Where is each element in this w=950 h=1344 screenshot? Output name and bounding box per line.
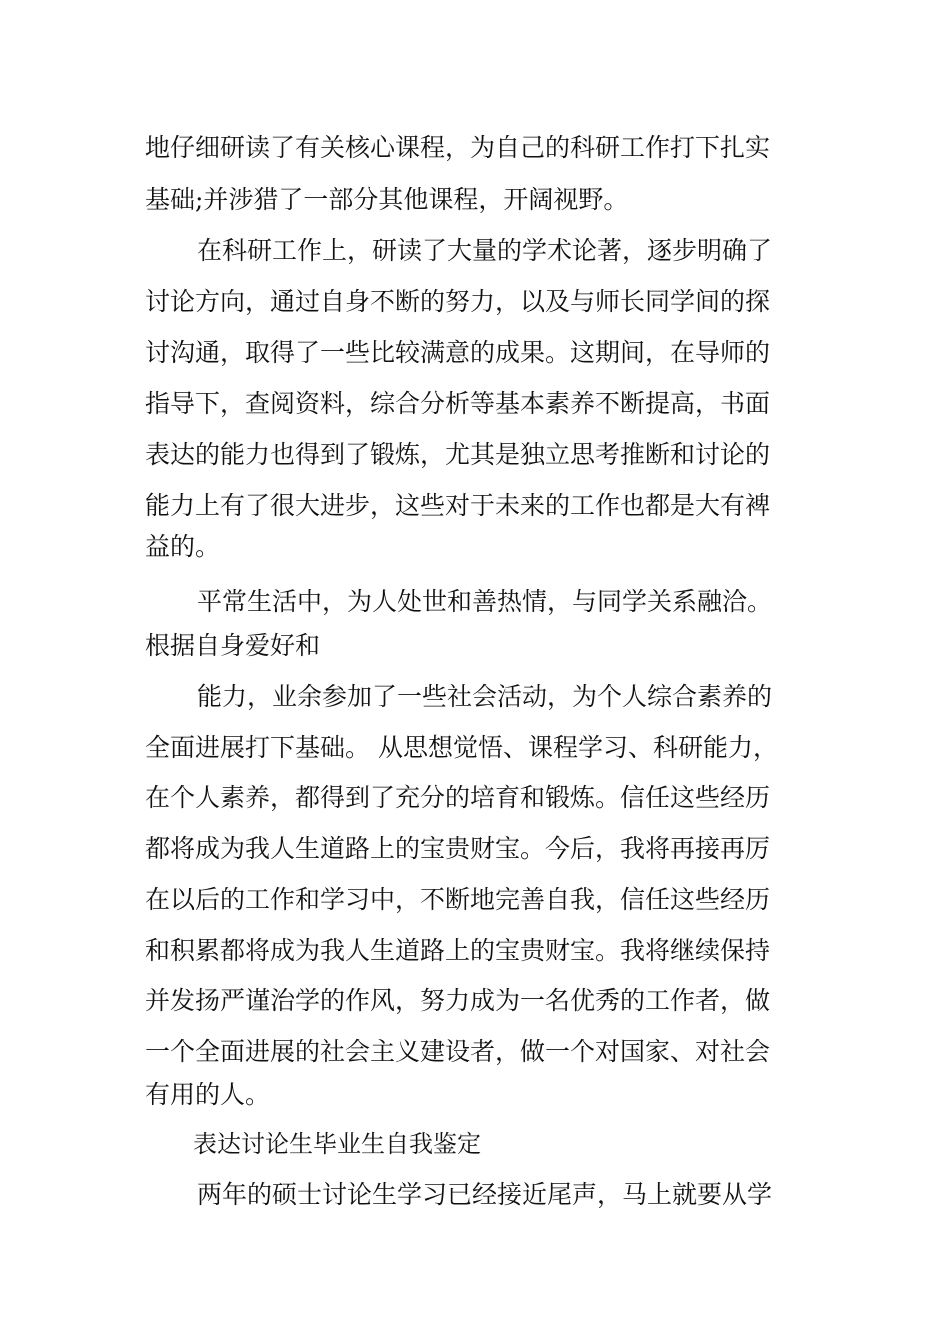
text-line: 有用的人。 <box>145 1080 271 1109</box>
text-line: 讨沟通，取得了一些比较满意的成果。这期间，在导师的 <box>145 338 771 367</box>
text-line: 都将成为我人生道路上的宝贵财宝。今后，我将再接再厉 <box>145 834 771 863</box>
section-heading: 表达讨论生毕业生自我鉴定 <box>193 1130 481 1158</box>
text-line: 并发扬严谨治学的作风，努力成为一名优秀的工作者，做 <box>145 986 771 1015</box>
paragraph-start-line: 平常生活中，为人处世和善热情，与同学关系融洽。 <box>197 587 773 616</box>
text-line: 全面进展打下基础。 从思想觉悟、课程学习、科研能力， <box>145 733 778 762</box>
paragraph-start-line: 两年的硕士讨论生学习已经接近尾声，马上就要从学 <box>197 1180 773 1209</box>
text-line: 地仔细研读了有关核心课程，为自己的科研工作打下扎实 <box>145 133 771 162</box>
text-line: 在个人素养，都得到了充分的培育和锻炼。信任这些经历 <box>145 783 771 812</box>
text-line: 讨论方向，通过自身不断的努力，以及与师长同学间的探 <box>145 287 771 316</box>
text-line: 能力上有了很大进步，这些对于未来的工作也都是大有裨 <box>145 491 771 520</box>
text-line: 根据自身爱好和 <box>145 631 321 660</box>
paragraph-start-line: 在科研工作上，研读了大量的学术论著，逐步明确了 <box>197 236 773 265</box>
paragraph-start-line: 能力，业余参加了一些社会活动，为个人综合素养的 <box>197 682 773 711</box>
text-line: 指导下，查阅资料，综合分析等基本素养不断提高，书面 <box>145 389 771 418</box>
text-line: 在以后的工作和学习中，不断地完善自我，信任这些经历 <box>145 885 771 914</box>
text-line: 一个全面进展的社会主义建设者，做一个对国家、对社会 <box>145 1037 771 1066</box>
text-line: 基础;并涉猎了一部分其他课程，开阔视野。 <box>145 185 629 214</box>
text-line: 益的。 <box>145 532 221 561</box>
text-line: 表达的能力也得到了锻炼，尤其是独立思考推断和讨论的 <box>145 440 771 469</box>
text-line: 和积累都将成为我人生道路上的宝贵财宝。我将继续保持 <box>145 936 771 965</box>
